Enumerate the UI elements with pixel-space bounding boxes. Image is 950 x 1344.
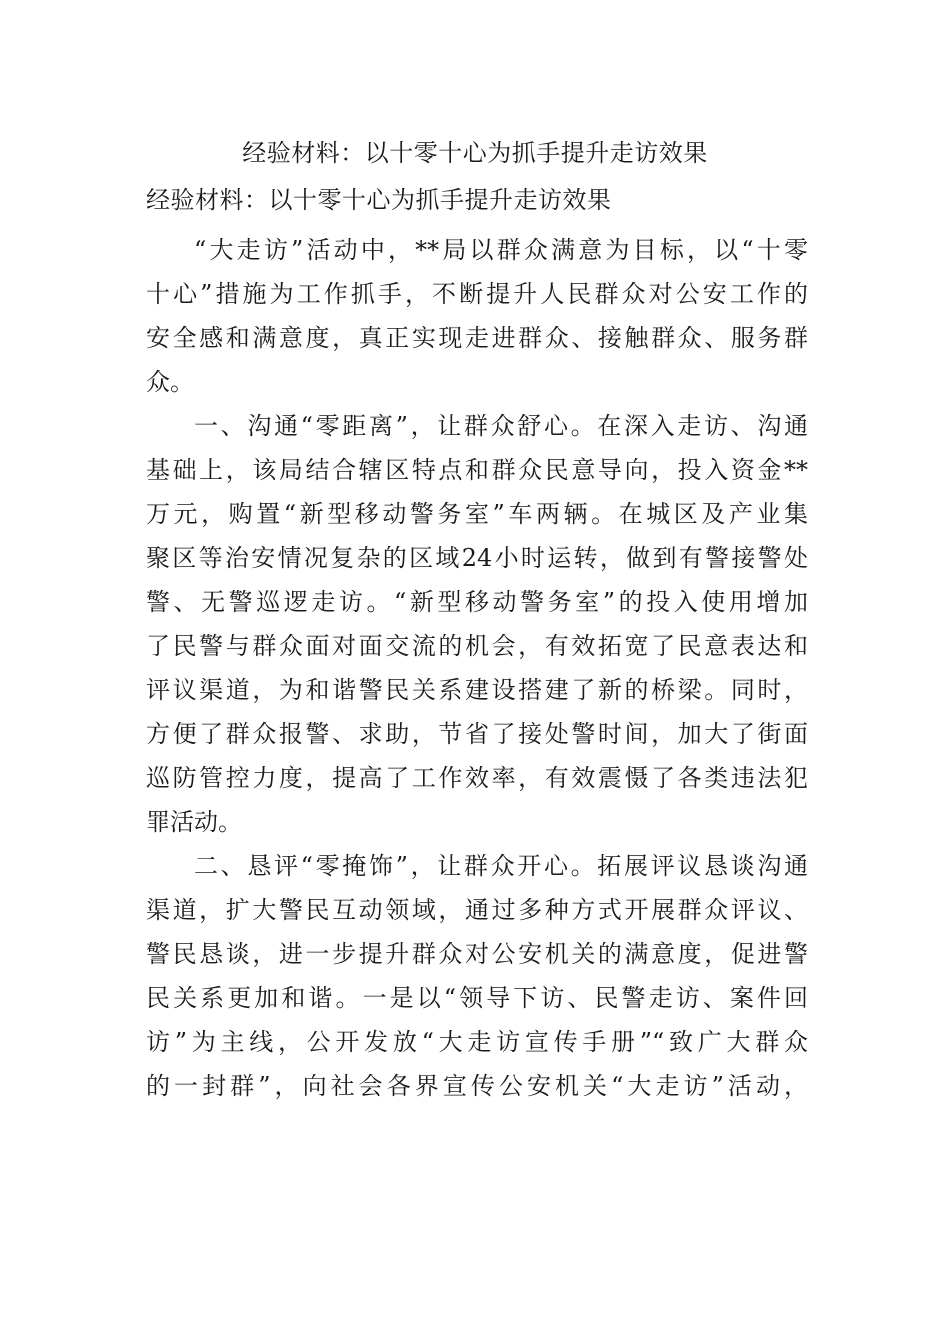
paragraph-line: 二、恳评“零掩饰”，让群众开心。拓展评议恳谈沟通 (194, 852, 808, 880)
paragraph-line: 众。 (146, 368, 194, 396)
paragraph-line: 万元，购置“新型移动警务室”车两辆。在城区及产业集 (146, 500, 808, 528)
paragraph-line: 渠道，扩大警民互动领域，通过多种方式开展群众评议、 (146, 896, 808, 924)
paragraph-line: 访”为主线，公开发放“大走访宣传手册”“致广大群众 (146, 1028, 808, 1056)
paragraph (146, 844, 808, 1108)
paragraph-line: 十心”措施为工作抓手，不断提升人民群众对公安工作的 (146, 280, 808, 308)
paragraph-line: 巡防管控力度，提高了工作效率，有效震慑了各类违法犯 (146, 764, 808, 792)
paragraph-line: 民关系更加和谐。一是以“领导下访、民警走访、案件回 (146, 984, 808, 1012)
paragraph-line: 警民恳谈，进一步提升群众对公安机关的满意度，促进警 (146, 940, 808, 968)
paragraph (146, 404, 808, 844)
paragraph-line: 警、无警巡逻走访。“新型移动警务室”的投入使用增加 (146, 588, 808, 616)
paragraph-line: 一、沟通“零距离”，让群众舒心。在深入走访、沟通 (194, 412, 808, 440)
paragraph-line: 方便了群众报警、求助，节省了接处警时间，加大了街面 (146, 720, 808, 748)
paragraph-line: 评议渠道，为和谐警民关系建设搭建了新的桥梁。同时， (146, 676, 808, 704)
paragraph-line: 安全感和满意度，真正实现走进群众、接触群众、服务群 (146, 324, 808, 352)
paragraph (146, 228, 808, 404)
document-title-centered: 经验材料：以十零十心为抓手提升走访效果 (242, 139, 708, 167)
document-title-left: 经验材料：以十零十心为抓手提升走访效果 (146, 186, 612, 214)
paragraph-line: 聚区等治安情况复杂的区域24小时运转，做到有警接警处 (146, 544, 808, 572)
paragraph-line: 罪活动。 (146, 808, 242, 836)
paragraph-line: 的一封群”，向社会各界宣传公安机关“大走访”活动， (146, 1072, 808, 1100)
paragraph-line: 了民警与群众面对面交流的机会，有效拓宽了民意表达和 (146, 632, 808, 660)
document-body (146, 228, 808, 1108)
paragraph-line: “大走访”活动中，**局以群众满意为目标，以“十零 (194, 236, 808, 264)
paragraph-line: 基础上，该局结合辖区特点和群众民意导向，投入资金** (146, 456, 808, 484)
